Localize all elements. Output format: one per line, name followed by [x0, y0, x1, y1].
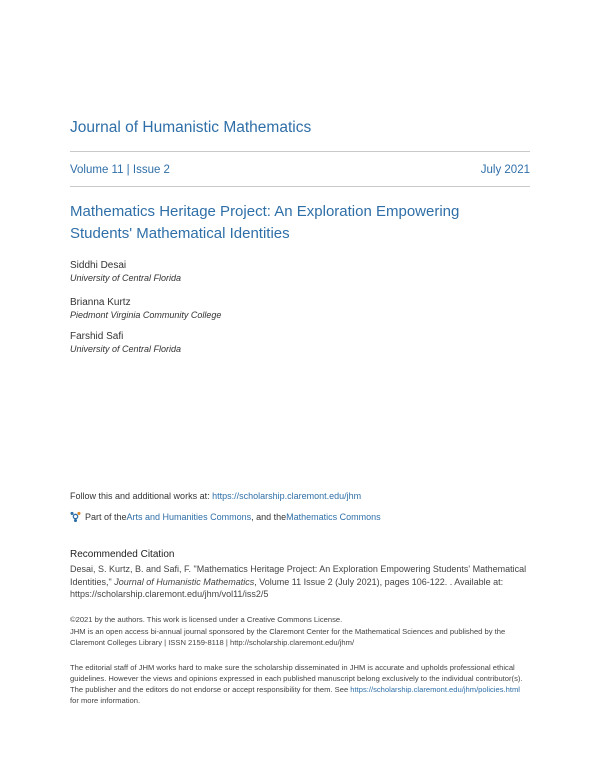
policies-block [70, 662, 530, 706]
top-divider [70, 151, 530, 152]
author-affiliation: Piedmont Virginia Community College [70, 310, 222, 320]
policies-text: The editorial staff of JHM works hard to make sure the scholarship disseminated in JHM is accurate and upholds professional ethical guidelines. However the views and opinions expressed in each published manuscript belong exclusively to the individual contributor(s). The publisher and the editors do not endorse or accept responsibility for them. See [70, 663, 523, 694]
author-block [70, 330, 181, 356]
journal-info-line: JHM is an open access bi-annual journal sponsored by the Claremont Center for the Mathematical Sciences and published by the Claremont Colleges Library | ISSN 2159-8118 | http://scholarship.claremont.edu/jhm/ [70, 626, 506, 647]
issue-date: July 2021 [480, 164, 530, 176]
network-icon [70, 511, 81, 522]
mathematics-commons-link[interactable]: Mathematics Commons [286, 511, 381, 522]
commons-line [70, 511, 381, 522]
author-name: Siddhi Desai [70, 260, 127, 271]
author-name: Brianna Kurtz [70, 297, 131, 308]
citation-journal: Journal of Humanistic Mathematics [114, 576, 255, 587]
citation-details: , Volume 11 Issue 2 (July 2021), pages 106-122. . Available at: https://scholarship.claremont.edu/jhm/vol11/iss2/5 [70, 576, 504, 599]
follow-line [70, 491, 361, 501]
recommended-citation-heading: Recommended Citation [70, 549, 175, 560]
issue-divider [70, 186, 530, 187]
author-affiliation: University of Central Florida [70, 273, 182, 283]
copyright-line: ©2021 by the authors. This work is licensed under a Creative Commons License. [70, 615, 343, 624]
follow-text: Follow this and additional works at: [70, 491, 213, 501]
commons-middle: , and the [251, 511, 287, 522]
article-title: Mathematics Heritage Project: An Exploration Empowering Students' Mathematical Identities [70, 203, 460, 242]
author-affiliation: University of Central Florida [70, 344, 182, 354]
policies-link[interactable]: https://scholarship.claremont.edu/jhm/policies.html [350, 685, 520, 694]
journal-title: Journal of Humanistic Mathematics [70, 119, 312, 136]
author-block [70, 259, 181, 285]
repository-link[interactable]: https://scholarship.claremont.edu/jhm [212, 491, 362, 501]
author-block [70, 296, 221, 322]
issue-info [70, 164, 530, 176]
citation-text [70, 563, 530, 601]
author-name: Farshid Safi [70, 331, 124, 342]
citation-authors-title: Desai, S. Kurtz, B. and Safi, F. "Mathematics Heritage Project: An Exploration Empowering Students' Mathematical Identities," [70, 564, 527, 587]
license-block [70, 614, 530, 649]
commons-prefix: Part of the [85, 511, 127, 522]
volume-issue-link[interactable]: Volume 11 | Issue 2 [70, 164, 170, 176]
arts-humanities-commons-link[interactable]: Arts and Humanities Commons [126, 511, 252, 522]
policies-tail: for more information. [70, 696, 141, 705]
